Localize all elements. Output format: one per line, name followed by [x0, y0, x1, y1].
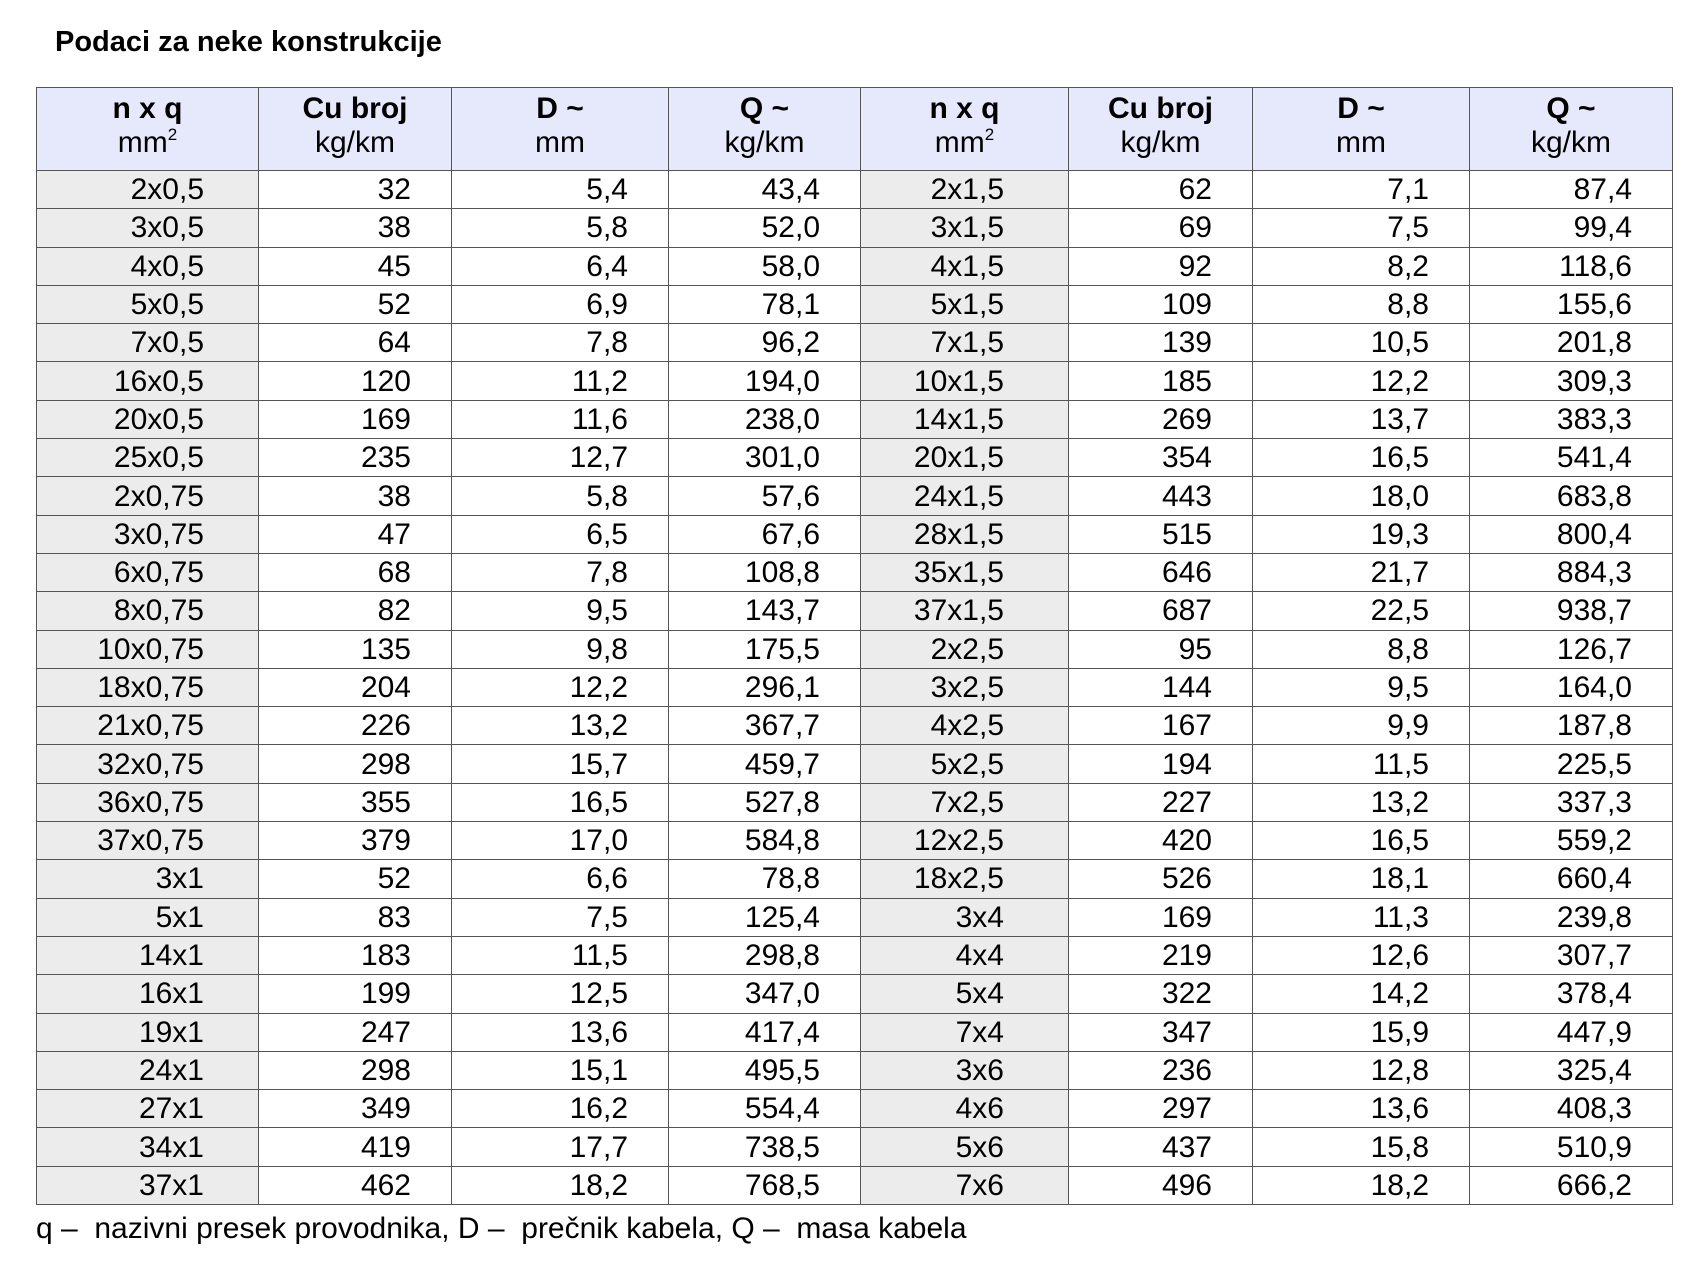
header-label: Cu broj	[302, 92, 408, 125]
cell-cu-weight: 120	[259, 362, 452, 400]
cell-mass: 325,4	[1470, 1051, 1673, 1089]
cell-cu-weight: 420	[1069, 822, 1253, 860]
table-row	[37, 1128, 1673, 1166]
table-row	[37, 592, 1673, 630]
cell-diameter: 19,3	[1253, 515, 1470, 553]
cell-cu-weight: 169	[259, 400, 452, 438]
cell-construction: 21x0,75	[37, 707, 259, 745]
table-row	[37, 936, 1673, 974]
header-unit-text: mm	[117, 126, 168, 159]
cell-mass: 225,5	[1470, 745, 1673, 783]
cell-construction: 24x1	[37, 1051, 259, 1089]
cell-mass: 187,8	[1470, 707, 1673, 745]
cell-diameter: 10,5	[1253, 324, 1470, 362]
cell-mass: 495,5	[669, 1051, 861, 1089]
header-mass-right	[1470, 88, 1673, 171]
cell-diameter: 12,7	[452, 439, 669, 477]
cell-mass: 383,3	[1470, 400, 1673, 438]
cell-cu-weight: 462	[259, 1166, 452, 1204]
cell-construction: 19x1	[37, 1013, 259, 1051]
cell-mass: 298,8	[669, 936, 861, 974]
cell-construction: 4x0,5	[37, 247, 259, 285]
cell-cu-weight: 226	[259, 707, 452, 745]
cell-diameter: 11,5	[452, 936, 669, 974]
cell-construction: 7x0,5	[37, 324, 259, 362]
cell-cu-weight: 185	[1069, 362, 1253, 400]
cell-diameter: 8,8	[1253, 285, 1470, 323]
cell-diameter: 9,8	[452, 630, 669, 668]
table-row	[37, 171, 1673, 209]
cell-mass: 554,4	[669, 1090, 861, 1128]
cell-construction: 7x4	[861, 1013, 1069, 1051]
cell-diameter: 18,2	[452, 1166, 669, 1204]
cell-construction: 6x0,75	[37, 553, 259, 591]
cell-diameter: 5,4	[452, 171, 669, 209]
cell-mass: 337,3	[1470, 783, 1673, 821]
cell-construction: 37x1	[37, 1166, 259, 1204]
cell-cu-weight: 379	[259, 822, 452, 860]
cell-diameter: 12,6	[1253, 936, 1470, 974]
cell-cu-weight: 135	[259, 630, 452, 668]
cell-mass: 99,4	[1470, 209, 1673, 247]
cell-mass: 96,2	[669, 324, 861, 362]
cell-cu-weight: 139	[1069, 324, 1253, 362]
cell-cu-weight: 354	[1069, 439, 1253, 477]
cell-construction: 8x0,75	[37, 592, 259, 630]
cell-construction: 2x0,75	[37, 477, 259, 515]
cell-diameter: 7,5	[452, 898, 669, 936]
cell-mass: 201,8	[1470, 324, 1673, 362]
cell-cu-weight: 419	[259, 1128, 452, 1166]
page-title: Podaci za neke konstrukcije	[55, 26, 442, 58]
cell-construction: 5x6	[861, 1128, 1069, 1166]
cell-diameter: 17,0	[452, 822, 669, 860]
header-label: Q ~	[739, 92, 790, 125]
cell-mass: 43,4	[669, 171, 861, 209]
header-unit-text: kg/km	[1120, 126, 1201, 159]
cell-mass: 459,7	[669, 745, 861, 783]
cell-construction: 4x6	[861, 1090, 1069, 1128]
cell-mass: 510,9	[1470, 1128, 1673, 1166]
cell-diameter: 12,5	[452, 975, 669, 1013]
cell-cu-weight: 82	[259, 592, 452, 630]
cell-mass: 175,5	[669, 630, 861, 668]
cell-cu-weight: 687	[1069, 592, 1253, 630]
cell-diameter: 6,6	[452, 860, 669, 898]
cell-mass: 118,6	[1470, 247, 1673, 285]
header-construction-right	[861, 88, 1069, 171]
cell-cu-weight: 204	[259, 668, 452, 706]
cell-construction: 20x1,5	[861, 439, 1069, 477]
cell-cu-weight: 62	[1069, 171, 1253, 209]
cell-mass: 194,0	[669, 362, 861, 400]
header-mass-left	[669, 88, 861, 171]
header-unit	[861, 126, 1068, 160]
cell-diameter: 11,6	[452, 400, 669, 438]
cell-diameter: 9,5	[1253, 668, 1470, 706]
cell-construction: 2x0,5	[37, 171, 259, 209]
cell-construction: 7x6	[861, 1166, 1069, 1204]
cell-cu-weight: 95	[1069, 630, 1253, 668]
cell-diameter: 7,5	[1253, 209, 1470, 247]
cell-construction: 12x2,5	[861, 822, 1069, 860]
cell-construction: 14x1,5	[861, 400, 1069, 438]
header-label: D ~	[1337, 92, 1385, 125]
cell-diameter: 8,8	[1253, 630, 1470, 668]
table-header-row	[37, 88, 1673, 171]
cell-construction: 3x0,5	[37, 209, 259, 247]
table-row	[37, 515, 1673, 553]
cell-cu-weight: 144	[1069, 668, 1253, 706]
cell-mass: 541,4	[1470, 439, 1673, 477]
cell-construction: 10x1,5	[861, 362, 1069, 400]
table-body	[37, 171, 1673, 1205]
cell-diameter: 5,8	[452, 209, 669, 247]
cell-mass: 78,8	[669, 860, 861, 898]
cell-construction: 3x1,5	[861, 209, 1069, 247]
cell-construction: 5x1,5	[861, 285, 1069, 323]
header-unit	[259, 126, 451, 160]
cell-diameter: 13,6	[452, 1013, 669, 1051]
table-row	[37, 400, 1673, 438]
cell-mass: 559,2	[1470, 822, 1673, 860]
table-row	[37, 822, 1673, 860]
cell-mass: 417,4	[669, 1013, 861, 1051]
cell-diameter: 13,6	[1253, 1090, 1470, 1128]
table-row	[37, 477, 1673, 515]
cell-cu-weight: 526	[1069, 860, 1253, 898]
table-row	[37, 1013, 1673, 1051]
footnote: q – nazivni presek provodnika, D – prečnik kabela, Q – masa kabela	[36, 1212, 967, 1245]
cell-cu-weight: 167	[1069, 707, 1253, 745]
cell-construction: 16x0,5	[37, 362, 259, 400]
cell-mass: 768,5	[669, 1166, 861, 1204]
cell-diameter: 15,7	[452, 745, 669, 783]
cell-diameter: 17,7	[452, 1128, 669, 1166]
cell-diameter: 8,2	[1253, 247, 1470, 285]
cell-cu-weight: 646	[1069, 553, 1253, 591]
cell-construction: 34x1	[37, 1128, 259, 1166]
cell-mass: 527,8	[669, 783, 861, 821]
cell-mass: 683,8	[1470, 477, 1673, 515]
cell-construction: 16x1	[37, 975, 259, 1013]
cell-cu-weight: 349	[259, 1090, 452, 1128]
header-unit-text: mm	[1336, 126, 1386, 159]
cell-diameter: 12,2	[452, 668, 669, 706]
cable-data-table	[36, 87, 1673, 1205]
cell-construction: 24x1,5	[861, 477, 1069, 515]
cell-cu-weight: 38	[259, 209, 452, 247]
cell-cu-weight: 437	[1069, 1128, 1253, 1166]
cell-mass: 164,0	[1470, 668, 1673, 706]
cell-construction: 7x2,5	[861, 783, 1069, 821]
cell-diameter: 15,9	[1253, 1013, 1470, 1051]
header-unit-exponent: 2	[167, 125, 178, 144]
table-row	[37, 898, 1673, 936]
cell-cu-weight: 219	[1069, 936, 1253, 974]
cell-construction: 5x1	[37, 898, 259, 936]
cell-diameter: 15,1	[452, 1051, 669, 1089]
cell-construction: 5x4	[861, 975, 1069, 1013]
cell-cu-weight: 64	[259, 324, 452, 362]
cell-mass: 660,4	[1470, 860, 1673, 898]
header-label: n x q	[929, 92, 1000, 125]
cell-diameter: 15,8	[1253, 1128, 1470, 1166]
table-row	[37, 553, 1673, 591]
header-unit	[669, 126, 860, 160]
cell-cu-weight: 236	[1069, 1051, 1253, 1089]
cell-mass: 57,6	[669, 477, 861, 515]
table-row	[37, 209, 1673, 247]
cell-cu-weight: 347	[1069, 1013, 1253, 1051]
cell-cu-weight: 269	[1069, 400, 1253, 438]
cell-construction: 4x1,5	[861, 247, 1069, 285]
cell-diameter: 12,2	[1253, 362, 1470, 400]
cell-mass: 238,0	[669, 400, 861, 438]
header-unit	[37, 126, 258, 160]
cell-cu-weight: 235	[259, 439, 452, 477]
cell-construction: 25x0,5	[37, 439, 259, 477]
cell-construction: 35x1,5	[861, 553, 1069, 591]
cell-diameter: 11,3	[1253, 898, 1470, 936]
cell-cu-weight: 52	[259, 860, 452, 898]
cell-mass: 78,1	[669, 285, 861, 323]
cell-diameter: 6,4	[452, 247, 669, 285]
header-diameter-left	[452, 88, 669, 171]
cell-diameter: 22,5	[1253, 592, 1470, 630]
cell-mass: 67,6	[669, 515, 861, 553]
table-row	[37, 630, 1673, 668]
header-unit	[452, 126, 668, 160]
cell-construction: 2x2,5	[861, 630, 1069, 668]
table-row	[37, 707, 1673, 745]
cell-construction: 10x0,75	[37, 630, 259, 668]
header-unit-exponent: 2	[984, 125, 995, 144]
cell-construction: 28x1,5	[861, 515, 1069, 553]
cell-construction: 3x6	[861, 1051, 1069, 1089]
cell-diameter: 11,5	[1253, 745, 1470, 783]
cell-diameter: 13,7	[1253, 400, 1470, 438]
header-label: n x q	[112, 92, 183, 125]
cell-construction: 3x0,75	[37, 515, 259, 553]
cell-mass: 108,8	[669, 553, 861, 591]
cell-diameter: 12,8	[1253, 1051, 1470, 1089]
cell-diameter: 16,5	[452, 783, 669, 821]
cell-mass: 143,7	[669, 592, 861, 630]
cell-diameter: 21,7	[1253, 553, 1470, 591]
cell-cu-weight: 183	[259, 936, 452, 974]
header-unit-text: kg/km	[1530, 126, 1611, 159]
cell-construction: 5x2,5	[861, 745, 1069, 783]
cell-construction: 20x0,5	[37, 400, 259, 438]
cell-diameter: 13,2	[452, 707, 669, 745]
cell-cu-weight: 199	[259, 975, 452, 1013]
cell-mass: 52,0	[669, 209, 861, 247]
cell-cu-weight: 169	[1069, 898, 1253, 936]
cell-mass: 447,9	[1470, 1013, 1673, 1051]
cell-construction: 37x0,75	[37, 822, 259, 860]
cell-diameter: 7,1	[1253, 171, 1470, 209]
cell-diameter: 13,2	[1253, 783, 1470, 821]
cell-mass: 347,0	[669, 975, 861, 1013]
header-unit-text: mm	[535, 126, 585, 159]
cell-construction: 37x1,5	[861, 592, 1069, 630]
cell-cu-weight: 496	[1069, 1166, 1253, 1204]
cell-diameter: 6,9	[452, 285, 669, 323]
header-unit-text: kg/km	[314, 126, 395, 159]
cell-construction: 3x1	[37, 860, 259, 898]
header-label: Cu broj	[1108, 92, 1213, 125]
cell-diameter: 6,5	[452, 515, 669, 553]
cell-diameter: 14,2	[1253, 975, 1470, 1013]
cell-construction: 2x1,5	[861, 171, 1069, 209]
cell-cu-weight: 92	[1069, 247, 1253, 285]
cell-diameter: 11,2	[452, 362, 669, 400]
header-construction-left	[37, 88, 259, 171]
table-row	[37, 362, 1673, 400]
cell-diameter: 18,1	[1253, 860, 1470, 898]
header-unit-text: mm	[934, 126, 985, 159]
table-row	[37, 745, 1673, 783]
cell-construction: 4x2,5	[861, 707, 1069, 745]
cell-mass: 378,4	[1470, 975, 1673, 1013]
cell-cu-weight: 247	[259, 1013, 452, 1051]
header-label: Q ~	[1546, 92, 1596, 125]
cell-cu-weight: 32	[259, 171, 452, 209]
cell-diameter: 9,9	[1253, 707, 1470, 745]
cell-cu-weight: 322	[1069, 975, 1253, 1013]
cell-diameter: 9,5	[452, 592, 669, 630]
table-row	[37, 1166, 1673, 1204]
cell-cu-weight: 443	[1069, 477, 1253, 515]
cell-diameter: 16,5	[1253, 822, 1470, 860]
header-cu-weight-right	[1069, 88, 1253, 171]
cell-construction: 27x1	[37, 1090, 259, 1128]
cell-mass: 584,8	[669, 822, 861, 860]
cell-construction: 4x4	[861, 936, 1069, 974]
cell-mass: 126,7	[1470, 630, 1673, 668]
cell-diameter: 18,0	[1253, 477, 1470, 515]
cell-mass: 307,7	[1470, 936, 1673, 974]
cell-cu-weight: 515	[1069, 515, 1253, 553]
cell-mass: 125,4	[669, 898, 861, 936]
cell-mass: 884,3	[1470, 553, 1673, 591]
table-row	[37, 975, 1673, 1013]
cell-cu-weight: 38	[259, 477, 452, 515]
table-row	[37, 439, 1673, 477]
cell-mass: 367,7	[669, 707, 861, 745]
cell-cu-weight: 194	[1069, 745, 1253, 783]
cell-mass: 938,7	[1470, 592, 1673, 630]
cell-construction: 3x4	[861, 898, 1069, 936]
cell-mass: 301,0	[669, 439, 861, 477]
table-row	[37, 860, 1673, 898]
cell-cu-weight: 298	[259, 1051, 452, 1089]
cell-mass: 296,1	[669, 668, 861, 706]
cell-diameter: 7,8	[452, 324, 669, 362]
table-row	[37, 247, 1673, 285]
cell-construction: 32x0,75	[37, 745, 259, 783]
cell-construction: 18x2,5	[861, 860, 1069, 898]
cell-mass: 58,0	[669, 247, 861, 285]
cell-cu-weight: 109	[1069, 285, 1253, 323]
table-row	[37, 1090, 1673, 1128]
cell-cu-weight: 45	[259, 247, 452, 285]
cell-mass: 738,5	[669, 1128, 861, 1166]
table-row	[37, 783, 1673, 821]
table-row	[37, 324, 1673, 362]
header-label: D ~	[536, 92, 584, 125]
cell-cu-weight: 52	[259, 285, 452, 323]
cell-cu-weight: 83	[259, 898, 452, 936]
cell-construction: 14x1	[37, 936, 259, 974]
cell-mass: 87,4	[1470, 171, 1673, 209]
table-row	[37, 668, 1673, 706]
header-unit-text: kg/km	[724, 126, 805, 159]
cell-mass: 239,8	[1470, 898, 1673, 936]
cell-construction: 7x1,5	[861, 324, 1069, 362]
header-unit	[1253, 126, 1469, 160]
header-cu-weight-left	[259, 88, 452, 171]
cell-mass: 800,4	[1470, 515, 1673, 553]
cell-mass: 309,3	[1470, 362, 1673, 400]
table-row	[37, 1051, 1673, 1089]
cell-construction: 18x0,75	[37, 668, 259, 706]
cell-diameter: 16,5	[1253, 439, 1470, 477]
cell-diameter: 5,8	[452, 477, 669, 515]
header-unit	[1069, 126, 1252, 160]
cell-mass: 155,6	[1470, 285, 1673, 323]
cell-mass: 666,2	[1470, 1166, 1673, 1204]
cell-construction: 5x0,5	[37, 285, 259, 323]
cell-cu-weight: 297	[1069, 1090, 1253, 1128]
cell-cu-weight: 298	[259, 745, 452, 783]
cell-construction: 3x2,5	[861, 668, 1069, 706]
cell-cu-weight: 68	[259, 553, 452, 591]
cell-diameter: 7,8	[452, 553, 669, 591]
header-diameter-right	[1253, 88, 1470, 171]
cell-mass: 408,3	[1470, 1090, 1673, 1128]
cell-diameter: 18,2	[1253, 1166, 1470, 1204]
table-row	[37, 285, 1673, 323]
cell-cu-weight: 355	[259, 783, 452, 821]
cell-cu-weight: 47	[259, 515, 452, 553]
cell-construction: 36x0,75	[37, 783, 259, 821]
cell-diameter: 16,2	[452, 1090, 669, 1128]
header-unit	[1470, 126, 1672, 160]
cell-cu-weight: 69	[1069, 209, 1253, 247]
cell-cu-weight: 227	[1069, 783, 1253, 821]
